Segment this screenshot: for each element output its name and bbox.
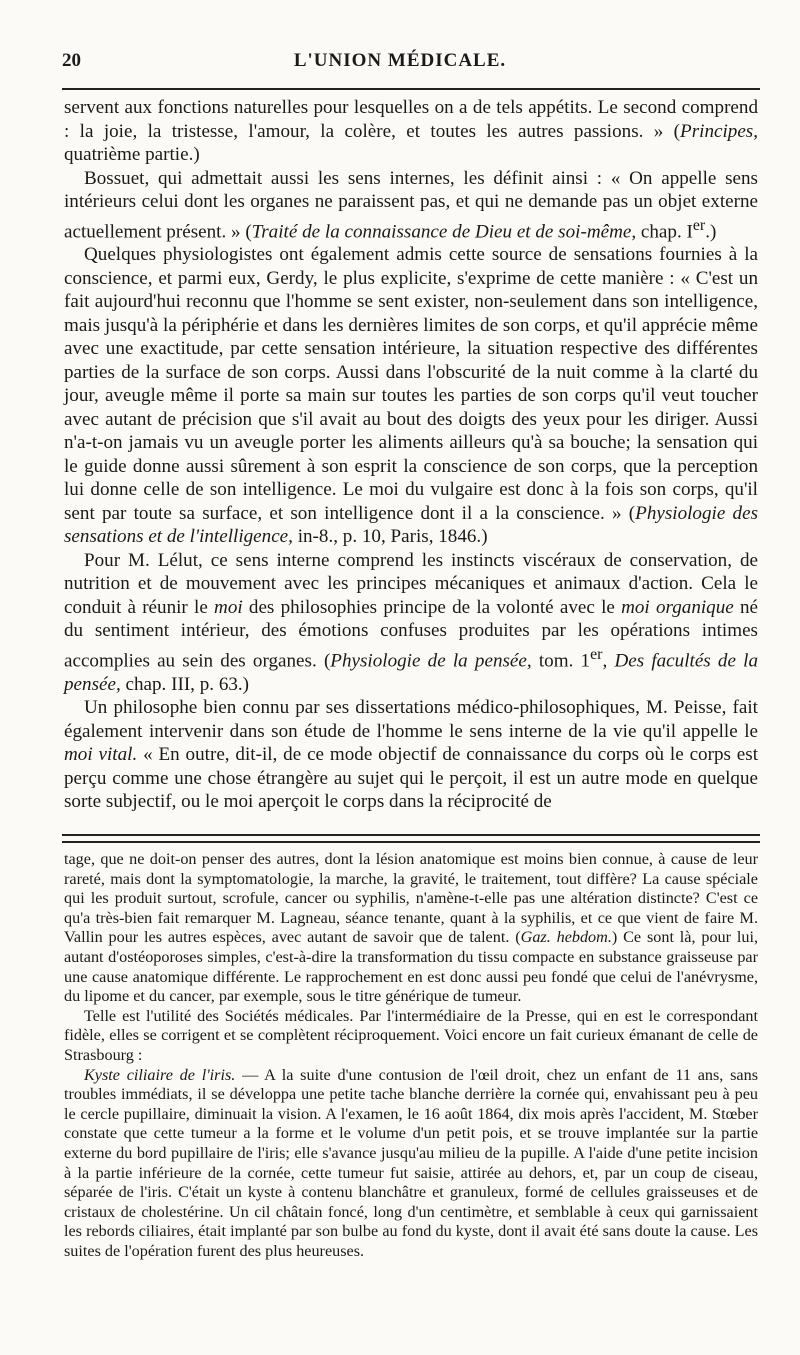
text-run: — A la suite d'une contusion de l'œil droit, chez un enfant de 11 ans, sans troubles immédiats, il se développa une petite tache blanche derrière la cornée qui, envahissant peu à peu le cercle pupillaire, diminuait la vision. A l'examen, le 16 août 1864, dix mois après l'accident, M. Stœber constate que cette tumeur a la forme et le volume d'un petit pois, et se trouve implantée sur la partie externe du bord pupillaire de l'iris; elle s'avance jusqu'au milieu de la pupille. A l'aide d'une petite incision à la partie inférieure de la cornée, cette tumeur fut saisie, attirée au dehors, et, par un coup de ciseau, séparée de l'iris. C'était un kyste à contenu blanchâtre et granuleux, formé de cellules graisseuses et de cristaux de cholestérine. Un cil châtain foncé, long d'un centimètre, et semblable à ceux qui garnissaient les rebords ciliaires, était implanté par son bulbe au fond du kyste, dont il avait été sans doute la cause. Les suites de l'opération furent des plus heureuses. (64, 1065, 758, 1260)
italic-run: Physiologie de la pensée, (330, 650, 532, 672)
text-run: chap. I (636, 220, 693, 242)
paragraph (64, 96, 758, 167)
italic-run: moi (214, 596, 243, 618)
footnote-separator (62, 834, 760, 843)
text-run: ) Ce sont là, pour lui, autant d'ostéoporoses simples, c'est-à-dire la transformation du tissu compacte en substance graisseuse par une cause anatomique différente. Le rapprochement en est donc aussi peu fondé que celui de l'anévrysme, du lipome et du cancer, par exemple, sous le titre générique de tumeur. (64, 928, 759, 1006)
paragraph (64, 549, 758, 696)
text-run: Un philosophe bien connu par ses dissertations médico-philosophiques, M. Peisse, fait également intervenir dans son étude de l'homme le sens interne de la vie qu'il appelle le (64, 697, 758, 742)
paragraph (64, 1066, 758, 1262)
text-run: Pour M. Lélut, ce sens interne comprend les instincts viscéraux de conservation, de nutrition et de mouvement avec les principes mécaniques et animaux d'action. Cela le conduit à réunir le (64, 549, 758, 618)
italic-run: Physiologie des sensations et de l'intelligence, (64, 502, 758, 548)
header-rule (62, 88, 760, 90)
text-run: tom. 1 (531, 650, 591, 672)
text-run: quatrième partie.) (64, 144, 200, 165)
paragraph (64, 243, 758, 549)
paragraph (64, 696, 758, 814)
running-title: L'UNION MÉDICALE. (293, 50, 507, 71)
text-run: né du sentiment intérieur, des émotions confuses produites par les opérations intimes accomplies au sein des organes. ( (64, 596, 758, 672)
feuilleton-text (64, 850, 758, 1261)
page-number: 20 (62, 50, 81, 71)
italic-run: Kyste ciliaire de l'iris. (84, 1065, 236, 1084)
italic-run: Traité de la connaissance de Dieu et de soi-même, (251, 220, 637, 242)
superscript: er (692, 216, 706, 234)
text-run: chap. III, p. 63.) (120, 673, 250, 695)
text-run: servent aux fonctions naturelles pour lesquelles on a de tels appétits. Le second comprend : la joie, la tristesse, l'amour, la colère, et toutes les autres passions. » ( (64, 97, 758, 142)
paragraph (64, 850, 758, 1007)
italic-run: Gaz. hebdom. (520, 928, 612, 947)
italic-run: Principes, (680, 120, 758, 142)
italic-run: moi vital. (64, 744, 138, 766)
text-run: .) (705, 220, 717, 242)
text-run: « En outre, dit-il, de ce mode objectif de connaissance du corps où le corps est perçu comme une chose étrangère au sujet qui le perçoit, il est un autre mode en quelque sorte subjectif, ou le moi aperçoit le corps dans la réciprocité de (64, 744, 758, 813)
text-run: , (602, 650, 615, 672)
text-run: Bossuet, qui admettait aussi les sens internes, les définit ainsi : « On appelle sens intérieurs celui dont les organes ne paraissent pas, et qui ne demande pas un objet externe actuellement présent. » ( (64, 167, 758, 242)
superscript: er (590, 645, 603, 663)
italic-run: Des facultés de la pensée, (64, 650, 759, 695)
main-text (64, 96, 758, 814)
paragraph: Telle est l'utilité des Sociétés médicales. Par l'intermédiaire de la Presse, qui en est le correspondant fidèle, elles se corrigent et se complètent réciproquement. Voici encore un fait curieux émanant de celle de Strasbourg : (64, 1006, 758, 1064)
page-header (0, 44, 800, 84)
text-run: des philosophies principe de la volonté avec le (242, 596, 622, 618)
italic-run: moi organique (621, 596, 734, 618)
text-run: Quelques physiologistes ont également admis cette source de sensations fournies à la conscience, et parmi eux, Gerdy, le plus explicite, s'exprime de cette manière : « C'est un fait aujourd'hui reconnu que l'homme se sent exister, non-seulement dans son intelligence, mais jusqu'à la périphérie et dans les dernières limites de son corps, et qu'il apprécie même avec une exactitude, par cette sensation intérieure, la situation respective des différentes parties de la surface de son corps. Aussi dans l'obscurité de la nuit comme à la clarté du jour, aveugle même il porte sa main sur toutes les parties de son corps qu'il veut toucher avec autant de précision que s'il avait au bout des doigts des yeux pour les diriger. Aussi n'a-t-on jamais vu un aveugle porter les aliments ailleurs qu'à sa bouche; la sensation qui le guide donne aussi sûrement à son esprit la conscience de son corps, que la perception lui donne celle de son intelligence. Le moi du vulgaire est donc à la fois son corps, qu'il sent par toute sa surface, et son intelligence dont il a la conscience. » ( (64, 244, 758, 524)
text-run: tage, que ne doit-on penser des autres, dont la lésion anatomique est moins bien connue, à cause de leur rareté, mais dont la symptomatologie, la marche, la gravité, le traitement, tout diffère? La cause spéciale qui les produit surtout, scrofule, cancer ou syphilis, n'amène-t-elle pas une altération distincte? C'est ce qu'a très-bien fait remarquer M. Lagneau, séance tenante, quant à la syphilis, et ce que vient de faire M. Vallin pour les autres espèces, avec autant de savoir que de talent. ( (64, 850, 758, 947)
text-run: in-8., p. 10, Paris, 1846.) (292, 526, 488, 548)
paragraph (64, 167, 758, 244)
